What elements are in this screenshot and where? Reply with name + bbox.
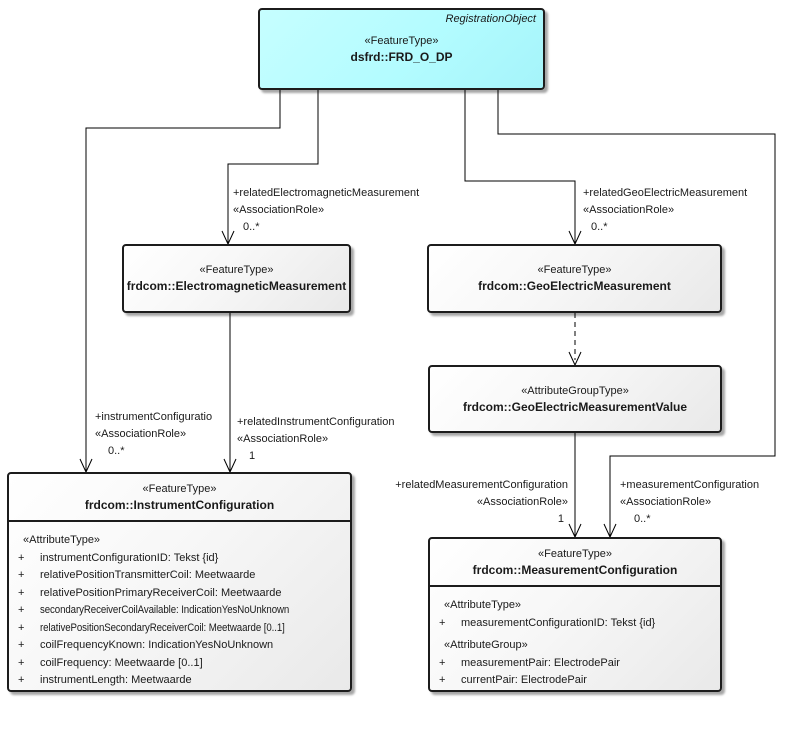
attribute-text: measurementConfigurationID: Tekst {id}: [461, 616, 656, 629]
measurement-configuration-stereotype: «FeatureType»: [538, 547, 612, 560]
attribute-row[interactable]: [9, 672, 350, 690]
class-geo-electric-measurement-value[interactable]: [428, 365, 722, 433]
attribute-row[interactable]: [430, 615, 720, 633]
edge-label-related-geo-electric-measurement: [583, 185, 747, 236]
attribute-text: secondaryReceiverCoilAvailable: IndicationYesNoUnknown: [40, 604, 290, 616]
attribute-group-section-header: «AttributeGroup»: [444, 639, 528, 651]
frd-o-dp-stereotype: «FeatureType»: [364, 34, 439, 47]
multiplicity: 0..*: [108, 445, 125, 457]
class-geo-electric-measurement[interactable]: [427, 244, 722, 313]
role-name: +relatedInstrumentConfiguration: [237, 416, 395, 428]
attribute-row[interactable]: [9, 602, 350, 620]
frd-o-dp-name: dsfrd::FRD_O_DP: [350, 49, 453, 64]
edge-label-related-measurement-configuration: [356, 477, 568, 528]
role-name: +relatedMeasurementConfiguration: [395, 479, 568, 491]
role-name: +relatedGeoElectricMeasurement: [583, 187, 748, 199]
class-electromagnetic-measurement[interactable]: [122, 244, 351, 313]
registration-object-tag: RegistrationObject: [445, 13, 536, 25]
attribute-text: coilFrequency: Meetwaarde [0..1]: [40, 656, 203, 669]
edge-label-related-instrument-configuration: [237, 414, 394, 465]
attribute-text: relativePositionPrimaryReceiverCoil: Meetwaarde: [40, 586, 282, 599]
role-name: +relatedElectromagneticMeasurement: [233, 187, 420, 199]
electromagnetic-measurement-stereotype: «FeatureType»: [199, 264, 274, 276]
attribute-text: currentPair: ElectrodePair: [461, 674, 587, 686]
measurement-configuration-attributes: [430, 587, 720, 690]
geo-electric-measurement-name: frdcom::GeoElectricMeasurement: [478, 279, 671, 293]
geo-electric-measurement-value-name: frdcom::GeoElectricMeasurementValue: [462, 399, 688, 414]
multiplicity: 0..*: [591, 221, 608, 233]
connector-frdodp-measurementconfiguration: [498, 90, 775, 536]
connector-frdodp-geoelectricmeasurement: [465, 90, 575, 243]
geo-electric-measurement-value-stereotype: «AttributeGroupType»: [521, 384, 629, 397]
attribute-row[interactable]: [9, 637, 350, 655]
instrument-configuration-name: frdcom::InstrumentConfiguration: [84, 497, 275, 512]
attribute-row[interactable]: [9, 655, 350, 673]
role-name: +instrumentConfiguratio: [95, 411, 213, 423]
class-frd-o-dp[interactable]: [258, 8, 545, 90]
class-instrument-configuration[interactable]: [7, 472, 352, 692]
class-measurement-configuration[interactable]: [428, 537, 722, 692]
attribute-text: measurementPair: ElectrodePair: [461, 656, 620, 669]
association-role-stereotype: «AssociationRole»: [583, 204, 675, 216]
visibility-marker: +: [18, 604, 25, 616]
visibility-marker: +: [439, 674, 446, 686]
association-role-stereotype: «AssociationRole»: [237, 433, 329, 445]
association-role-stereotype: «AssociationRole»: [233, 204, 325, 216]
visibility-marker: +: [439, 656, 446, 669]
attribute-type-section-header: «AttributeType»: [444, 599, 522, 611]
edge-label-measurement-configuration: [620, 477, 759, 528]
visibility-marker: +: [439, 616, 446, 629]
visibility-marker: +: [18, 639, 25, 651]
visibility-marker: +: [18, 656, 25, 669]
multiplicity: 0..*: [243, 221, 260, 233]
instrument-configuration-attributes: [9, 522, 350, 690]
attribute-row[interactable]: [9, 550, 350, 568]
attribute-row[interactable]: [430, 655, 720, 673]
visibility-marker: +: [18, 569, 25, 581]
visibility-marker: +: [18, 586, 25, 599]
attribute-text: coilFrequencyKnown: IndicationYesNoUnknown: [40, 639, 274, 651]
instrument-configuration-stereotype: «FeatureType»: [142, 482, 217, 495]
attribute-type-section-header: «AttributeType»: [23, 534, 101, 546]
attribute-text: instrumentLength: Meetwaarde: [40, 674, 192, 686]
attribute-text: relativePositionTransmitterCoil: Meetwaarde: [40, 569, 256, 581]
edge-label-instrument-configuration: [95, 409, 212, 460]
attribute-row[interactable]: [9, 620, 350, 638]
edge-label-related-electromagnetic-measurement: [233, 185, 419, 236]
association-role-stereotype: «AssociationRole»: [476, 496, 568, 508]
attribute-text: relativePositionSecondaryReceiverCoil: Meetwaarde [0..1]: [40, 621, 285, 634]
attribute-row[interactable]: [430, 672, 720, 690]
attribute-row[interactable]: [9, 567, 350, 585]
visibility-marker: +: [18, 621, 25, 634]
role-name: +measurementConfiguration: [620, 479, 760, 491]
attribute-row[interactable]: [9, 585, 350, 603]
association-role-stereotype: «AssociationRole»: [620, 496, 712, 508]
multiplicity: 1: [249, 450, 256, 462]
visibility-marker: +: [18, 551, 25, 564]
attribute-text: instrumentConfigurationID: Tekst {id}: [40, 551, 219, 564]
multiplicity: 0..*: [634, 513, 651, 525]
visibility-marker: +: [18, 674, 25, 686]
electromagnetic-measurement-name: frdcom::ElectromagneticMeasurement: [126, 279, 347, 293]
multiplicity: 1: [557, 513, 564, 525]
geo-electric-measurement-stereotype: «FeatureType»: [537, 264, 612, 276]
association-role-stereotype: «AssociationRole»: [95, 428, 187, 440]
measurement-configuration-name: frdcom::MeasurementConfiguration: [472, 562, 678, 577]
